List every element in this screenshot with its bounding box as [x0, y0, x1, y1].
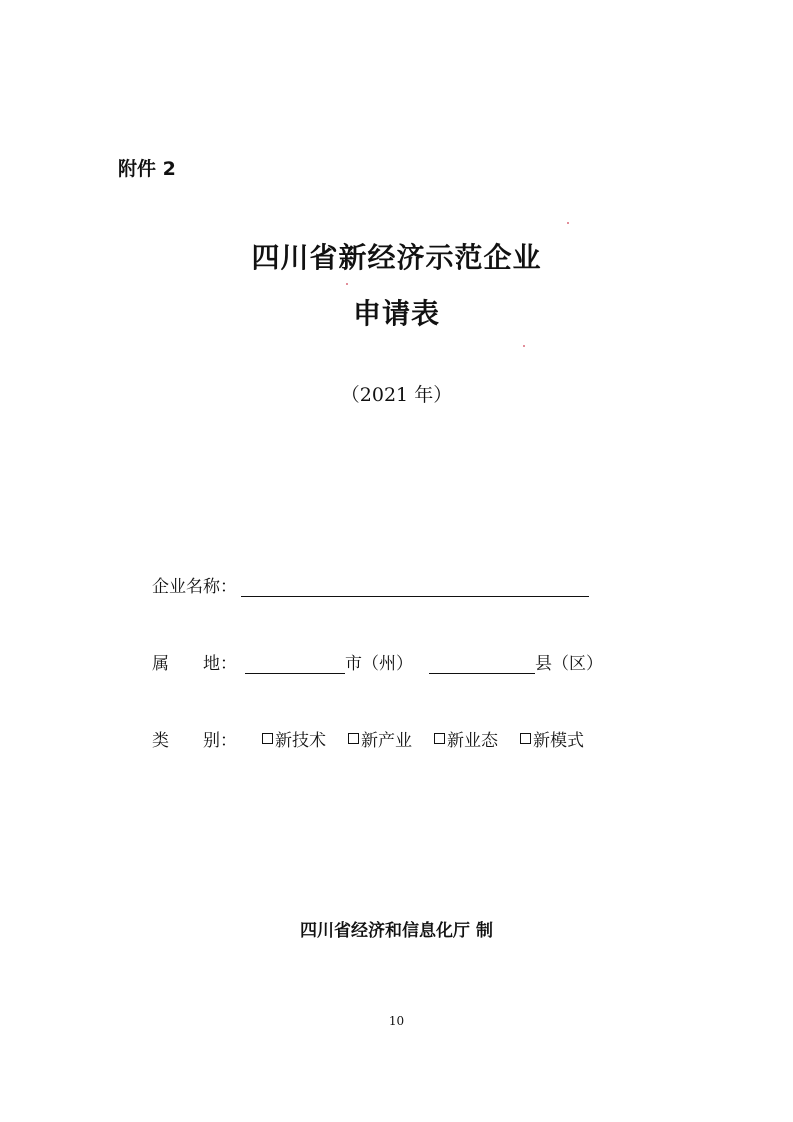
category-option-label: 新业态: [447, 731, 498, 751]
category-option-label: 新技术: [275, 731, 326, 751]
city-unit-label: 市（州）: [345, 654, 413, 674]
scan-speck: [523, 345, 525, 347]
category-option-new-technology[interactable]: [262, 726, 326, 751]
category-row: [152, 726, 584, 751]
category-option-label: 新模式: [533, 731, 584, 751]
checkbox-icon[interactable]: [434, 733, 445, 744]
city-field[interactable]: [245, 655, 345, 674]
region-label: 属 地：: [152, 654, 237, 674]
category-label: 类 别：: [152, 731, 237, 751]
document-title-line1: 四川省新经济示范企业: [251, 241, 542, 274]
county-unit-label: 县（区）: [535, 654, 603, 674]
category-option-label: 新产业: [361, 731, 412, 751]
issuer-line: 四川省经济和信息化厅 制: [300, 921, 493, 941]
category-option-new-industry[interactable]: [348, 726, 412, 751]
checkbox-icon[interactable]: [520, 733, 531, 744]
scan-speck: [346, 283, 348, 285]
region-row: [152, 649, 603, 674]
checkbox-icon[interactable]: [262, 733, 273, 744]
county-field[interactable]: [429, 655, 535, 674]
category-option-new-model[interactable]: [520, 726, 584, 751]
document-year: （2021 年）: [340, 384, 453, 406]
category-option-new-business-format[interactable]: [434, 726, 498, 751]
scan-speck: [567, 222, 569, 224]
company-name-label: 企业名称：: [152, 577, 237, 597]
page-number: 10: [388, 1014, 405, 1028]
company-name-field[interactable]: [241, 578, 589, 597]
company-name-row: [152, 572, 589, 597]
document-title-line2: 申请表: [352, 297, 440, 330]
attachment-label: 附件 2: [118, 158, 176, 180]
checkbox-icon[interactable]: [348, 733, 359, 744]
